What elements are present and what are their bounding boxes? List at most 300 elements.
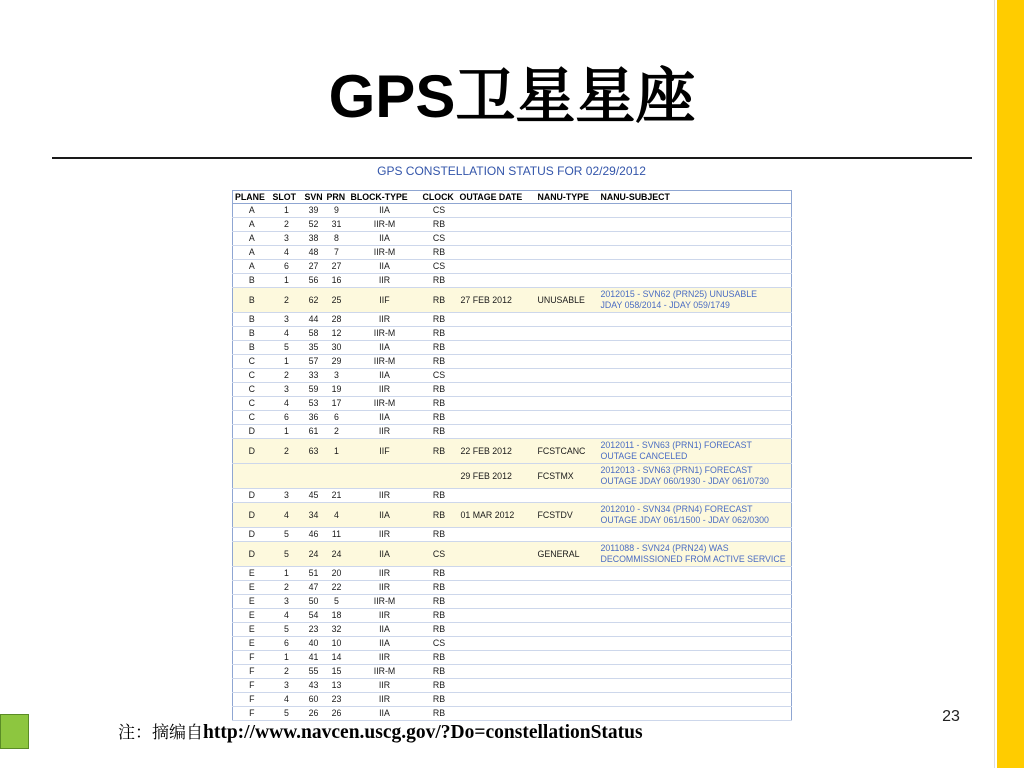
cell-plane: E bbox=[233, 609, 271, 623]
cell-plane: D bbox=[233, 489, 271, 503]
cell-block-type: IIA bbox=[349, 204, 421, 218]
cell-outage-date bbox=[458, 707, 536, 721]
table-row bbox=[233, 411, 792, 425]
cell-clock: RB bbox=[421, 693, 458, 707]
cell-clock: CS bbox=[421, 260, 458, 274]
cell-outage-date bbox=[458, 542, 536, 567]
cell-prn: 1 bbox=[325, 439, 349, 464]
cell-nanu-subject bbox=[599, 355, 792, 369]
cell-svn: 63 bbox=[303, 439, 325, 464]
cell-nanu-type: FCSTMX bbox=[536, 464, 599, 489]
cell-prn: 10 bbox=[325, 637, 349, 651]
cell-nanu-type bbox=[536, 679, 599, 693]
cell-outage-date bbox=[458, 313, 536, 327]
cell-prn: 15 bbox=[325, 665, 349, 679]
column-header-prn: PRN bbox=[325, 191, 349, 204]
cell-block-type: IIR bbox=[349, 693, 421, 707]
cell-svn: 41 bbox=[303, 651, 325, 665]
table-row bbox=[233, 595, 792, 609]
cell-nanu-subject bbox=[599, 637, 792, 651]
cell-outage-date bbox=[458, 693, 536, 707]
cell-nanu-subject bbox=[599, 246, 792, 260]
cell-outage-date bbox=[458, 341, 536, 355]
cell-nanu-type bbox=[536, 232, 599, 246]
cell-svn: 33 bbox=[303, 369, 325, 383]
page-number: 23 bbox=[942, 708, 960, 725]
cell-svn: 35 bbox=[303, 341, 325, 355]
cell-block-type: IIR-M bbox=[349, 595, 421, 609]
cell-outage-date: 22 FEB 2012 bbox=[458, 439, 536, 464]
cell-slot: 2 bbox=[271, 665, 303, 679]
cell-svn: 47 bbox=[303, 581, 325, 595]
table-row bbox=[233, 313, 792, 327]
cell-nanu-subject bbox=[599, 313, 792, 327]
cell-clock: RB bbox=[421, 218, 458, 232]
cell-slot: 3 bbox=[271, 383, 303, 397]
cell-outage-date bbox=[458, 383, 536, 397]
cell-outage-date bbox=[458, 609, 536, 623]
cell-prn: 20 bbox=[325, 567, 349, 581]
cell-block-type: IIA bbox=[349, 542, 421, 567]
cell-prn: 6 bbox=[325, 411, 349, 425]
cell-prn: 4 bbox=[325, 503, 349, 528]
cell-plane: F bbox=[233, 651, 271, 665]
cell-prn bbox=[325, 464, 349, 489]
cell-svn: 44 bbox=[303, 313, 325, 327]
cell-nanu-subject: 2012015 - SVN62 (PRN25) UNUSABLE JDAY 058/2014 - JDAY 059/1749 bbox=[599, 288, 792, 313]
cell-block-type: IIR-M bbox=[349, 397, 421, 411]
cell-outage-date bbox=[458, 397, 536, 411]
table-row bbox=[233, 665, 792, 679]
cell-plane: E bbox=[233, 567, 271, 581]
cell-svn: 51 bbox=[303, 567, 325, 581]
cell-nanu-subject bbox=[599, 274, 792, 288]
cell-prn: 22 bbox=[325, 581, 349, 595]
table-row bbox=[233, 397, 792, 411]
cell-plane: B bbox=[233, 341, 271, 355]
cell-outage-date bbox=[458, 260, 536, 274]
cell-svn: 23 bbox=[303, 623, 325, 637]
cell-plane: E bbox=[233, 637, 271, 651]
cell-slot: 1 bbox=[271, 274, 303, 288]
cell-slot: 3 bbox=[271, 232, 303, 246]
cell-svn: 48 bbox=[303, 246, 325, 260]
cell-clock: RB bbox=[421, 528, 458, 542]
column-header-nanu-subject: NANU-SUBJECT bbox=[599, 191, 792, 204]
cell-outage-date bbox=[458, 528, 536, 542]
cell-outage-date bbox=[458, 679, 536, 693]
cell-nanu-subject bbox=[599, 218, 792, 232]
cell-svn: 57 bbox=[303, 355, 325, 369]
cell-outage-date bbox=[458, 651, 536, 665]
cell-nanu-type bbox=[536, 425, 599, 439]
cell-prn: 9 bbox=[325, 204, 349, 218]
cell-nanu-subject bbox=[599, 425, 792, 439]
title-divider bbox=[52, 157, 972, 159]
cell-nanu-type bbox=[536, 274, 599, 288]
cell-clock: CS bbox=[421, 232, 458, 246]
cell-block-type: IIR bbox=[349, 383, 421, 397]
cell-nanu-subject bbox=[599, 369, 792, 383]
accent-bar-edge bbox=[994, 0, 995, 768]
cell-outage-date: 01 MAR 2012 bbox=[458, 503, 536, 528]
cell-nanu-type bbox=[536, 581, 599, 595]
cell-clock: RB bbox=[421, 411, 458, 425]
cell-slot: 6 bbox=[271, 260, 303, 274]
cell-nanu-subject bbox=[599, 567, 792, 581]
cell-svn: 52 bbox=[303, 218, 325, 232]
cell-slot: 2 bbox=[271, 288, 303, 313]
source-footnote bbox=[118, 721, 643, 745]
footnote-url: http://www.navcen.uscg.gov/?Do=constellationStatus bbox=[203, 722, 643, 743]
cell-svn: 50 bbox=[303, 595, 325, 609]
cell-clock: CS bbox=[421, 542, 458, 567]
cell-outage-date bbox=[458, 567, 536, 581]
cell-clock: RB bbox=[421, 707, 458, 721]
table-row bbox=[233, 341, 792, 355]
cell-nanu-type bbox=[536, 383, 599, 397]
cell-svn: 58 bbox=[303, 327, 325, 341]
cell-svn: 62 bbox=[303, 288, 325, 313]
cell-block-type: IIR-M bbox=[349, 246, 421, 260]
cell-prn: 21 bbox=[325, 489, 349, 503]
table-row bbox=[233, 609, 792, 623]
cell-nanu-type bbox=[536, 355, 599, 369]
cell-nanu-type bbox=[536, 204, 599, 218]
cell-block-type bbox=[349, 464, 421, 489]
cell-block-type: IIA bbox=[349, 341, 421, 355]
cell-slot: 3 bbox=[271, 313, 303, 327]
cell-clock: RB bbox=[421, 581, 458, 595]
cell-outage-date bbox=[458, 327, 536, 341]
cell-block-type: IIA bbox=[349, 503, 421, 528]
cell-nanu-type bbox=[536, 567, 599, 581]
table-row bbox=[233, 288, 792, 313]
cell-nanu-subject bbox=[599, 383, 792, 397]
cell-slot: 2 bbox=[271, 218, 303, 232]
cell-slot: 3 bbox=[271, 489, 303, 503]
table-row bbox=[233, 567, 792, 581]
header-row bbox=[233, 191, 792, 204]
cell-clock: CS bbox=[421, 204, 458, 218]
table-row bbox=[233, 489, 792, 503]
cell-svn: 61 bbox=[303, 425, 325, 439]
cell-plane: A bbox=[233, 232, 271, 246]
cell-svn: 27 bbox=[303, 260, 325, 274]
cell-svn: 36 bbox=[303, 411, 325, 425]
cell-block-type: IIA bbox=[349, 232, 421, 246]
cell-block-type: IIR bbox=[349, 313, 421, 327]
cell-prn: 7 bbox=[325, 246, 349, 260]
table-row bbox=[233, 637, 792, 651]
cell-prn: 24 bbox=[325, 542, 349, 567]
cell-clock: RB bbox=[421, 609, 458, 623]
cell-nanu-type bbox=[536, 693, 599, 707]
cell-nanu-type bbox=[536, 623, 599, 637]
cell-slot: 2 bbox=[271, 581, 303, 595]
cell-nanu-subject: 2012013 - SVN63 (PRN1) FORECAST OUTAGE JDAY 060/1930 - JDAY 061/0730 bbox=[599, 464, 792, 489]
cell-svn: 40 bbox=[303, 637, 325, 651]
table-row bbox=[233, 369, 792, 383]
cell-svn: 54 bbox=[303, 609, 325, 623]
cell-plane: C bbox=[233, 369, 271, 383]
cell-outage-date: 29 FEB 2012 bbox=[458, 464, 536, 489]
table-row bbox=[233, 464, 792, 489]
table-row bbox=[233, 218, 792, 232]
cell-nanu-type: UNUSABLE bbox=[536, 288, 599, 313]
cell-clock: RB bbox=[421, 327, 458, 341]
cell-slot: 1 bbox=[271, 567, 303, 581]
column-header-slot: SLOT bbox=[271, 191, 303, 204]
cell-nanu-type bbox=[536, 246, 599, 260]
cell-clock: RB bbox=[421, 425, 458, 439]
cell-nanu-type bbox=[536, 595, 599, 609]
cell-slot: 6 bbox=[271, 411, 303, 425]
cell-plane: D bbox=[233, 528, 271, 542]
column-header-nanu-type: NANU-TYPE bbox=[536, 191, 599, 204]
cell-slot: 5 bbox=[271, 341, 303, 355]
cell-outage-date bbox=[458, 637, 536, 651]
cell-block-type: IIF bbox=[349, 288, 421, 313]
cell-nanu-subject bbox=[599, 581, 792, 595]
cell-clock: RB bbox=[421, 383, 458, 397]
table-row bbox=[233, 355, 792, 369]
cell-nanu-type bbox=[536, 609, 599, 623]
cell-nanu-subject bbox=[599, 341, 792, 355]
table-header bbox=[233, 191, 792, 204]
cell-prn: 3 bbox=[325, 369, 349, 383]
cell-prn: 23 bbox=[325, 693, 349, 707]
cell-nanu-type bbox=[536, 369, 599, 383]
table-row bbox=[233, 693, 792, 707]
footnote-prefix: 注：摘编自 bbox=[118, 723, 203, 743]
cell-clock: CS bbox=[421, 637, 458, 651]
cell-nanu-type bbox=[536, 313, 599, 327]
cell-nanu-subject bbox=[599, 595, 792, 609]
cell-nanu-subject bbox=[599, 489, 792, 503]
cell-nanu-subject bbox=[599, 707, 792, 721]
cell-slot: 5 bbox=[271, 623, 303, 637]
cell-block-type: IIA bbox=[349, 623, 421, 637]
cell-block-type: IIR bbox=[349, 528, 421, 542]
cell-outage-date bbox=[458, 425, 536, 439]
cell-plane: F bbox=[233, 707, 271, 721]
cell-prn: 2 bbox=[325, 425, 349, 439]
cell-plane: C bbox=[233, 383, 271, 397]
table-row bbox=[233, 679, 792, 693]
cell-svn: 26 bbox=[303, 707, 325, 721]
table-row bbox=[233, 246, 792, 260]
cell-svn: 59 bbox=[303, 383, 325, 397]
cell-outage-date bbox=[458, 274, 536, 288]
cell-clock: RB bbox=[421, 595, 458, 609]
cell-svn: 45 bbox=[303, 489, 325, 503]
cell-nanu-type bbox=[536, 411, 599, 425]
cell-block-type: IIR bbox=[349, 679, 421, 693]
cell-nanu-type bbox=[536, 489, 599, 503]
cell-slot: 3 bbox=[271, 679, 303, 693]
cell-prn: 18 bbox=[325, 609, 349, 623]
cell-block-type: IIR bbox=[349, 425, 421, 439]
cell-clock: RB bbox=[421, 567, 458, 581]
cell-prn: 30 bbox=[325, 341, 349, 355]
table-row bbox=[233, 425, 792, 439]
cell-outage-date bbox=[458, 369, 536, 383]
cell-block-type: IIR-M bbox=[349, 218, 421, 232]
cell-nanu-type bbox=[536, 528, 599, 542]
cell-nanu-type bbox=[536, 637, 599, 651]
cell-prn: 26 bbox=[325, 707, 349, 721]
cell-plane: C bbox=[233, 411, 271, 425]
cell-plane: B bbox=[233, 313, 271, 327]
cell-svn: 38 bbox=[303, 232, 325, 246]
cell-clock: RB bbox=[421, 288, 458, 313]
cell-prn: 29 bbox=[325, 355, 349, 369]
cell-slot: 1 bbox=[271, 425, 303, 439]
cell-outage-date bbox=[458, 355, 536, 369]
cell-plane: F bbox=[233, 679, 271, 693]
cell-nanu-subject bbox=[599, 327, 792, 341]
cell-nanu-type bbox=[536, 260, 599, 274]
table-row bbox=[233, 260, 792, 274]
cell-slot: 4 bbox=[271, 397, 303, 411]
cell-block-type: IIR bbox=[349, 567, 421, 581]
cell-nanu-type bbox=[536, 341, 599, 355]
cell-plane: C bbox=[233, 397, 271, 411]
slide-marker-square bbox=[0, 714, 29, 749]
cell-nanu-subject bbox=[599, 623, 792, 637]
cell-plane: D bbox=[233, 425, 271, 439]
cell-svn: 46 bbox=[303, 528, 325, 542]
cell-nanu-subject bbox=[599, 411, 792, 425]
cell-clock: RB bbox=[421, 355, 458, 369]
cell-plane: B bbox=[233, 274, 271, 288]
cell-outage-date bbox=[458, 623, 536, 637]
cell-block-type: IIR bbox=[349, 274, 421, 288]
table-row bbox=[233, 623, 792, 637]
cell-slot: 2 bbox=[271, 439, 303, 464]
cell-outage-date: 27 FEB 2012 bbox=[458, 288, 536, 313]
cell-prn: 12 bbox=[325, 327, 349, 341]
cell-plane: E bbox=[233, 581, 271, 595]
cell-plane: A bbox=[233, 260, 271, 274]
column-header-clock: CLOCK bbox=[421, 191, 458, 204]
cell-prn: 11 bbox=[325, 528, 349, 542]
cell-slot: 1 bbox=[271, 204, 303, 218]
cell-nanu-type bbox=[536, 651, 599, 665]
cell-outage-date bbox=[458, 581, 536, 595]
cell-nanu-subject bbox=[599, 693, 792, 707]
cell-clock: RB bbox=[421, 503, 458, 528]
cell-slot: 4 bbox=[271, 503, 303, 528]
cell-block-type: IIR bbox=[349, 581, 421, 595]
cell-prn: 13 bbox=[325, 679, 349, 693]
table-row bbox=[233, 542, 792, 567]
table-row bbox=[233, 707, 792, 721]
cell-clock: RB bbox=[421, 341, 458, 355]
cell-slot: 4 bbox=[271, 327, 303, 341]
table-row bbox=[233, 581, 792, 595]
cell-prn: 5 bbox=[325, 595, 349, 609]
cell-plane: D bbox=[233, 542, 271, 567]
cell-clock: RB bbox=[421, 274, 458, 288]
cell-nanu-type: GENERAL bbox=[536, 542, 599, 567]
table-row bbox=[233, 503, 792, 528]
cell-block-type: IIF bbox=[349, 439, 421, 464]
table-row bbox=[233, 204, 792, 218]
cell-block-type: IIR-M bbox=[349, 665, 421, 679]
cell-outage-date bbox=[458, 232, 536, 246]
cell-plane: F bbox=[233, 665, 271, 679]
cell-block-type: IIR bbox=[349, 609, 421, 623]
cell-clock: RB bbox=[421, 439, 458, 464]
cell-nanu-subject bbox=[599, 665, 792, 679]
cell-plane: D bbox=[233, 439, 271, 464]
cell-svn: 53 bbox=[303, 397, 325, 411]
cell-svn: 24 bbox=[303, 542, 325, 567]
cell-slot: 5 bbox=[271, 707, 303, 721]
cell-nanu-type: FCSTDV bbox=[536, 503, 599, 528]
cell-clock: RB bbox=[421, 313, 458, 327]
cell-nanu-type bbox=[536, 665, 599, 679]
cell-block-type: IIA bbox=[349, 637, 421, 651]
cell-svn: 60 bbox=[303, 693, 325, 707]
cell-clock: RB bbox=[421, 665, 458, 679]
cell-clock: CS bbox=[421, 369, 458, 383]
cell-slot: 5 bbox=[271, 528, 303, 542]
cell-nanu-subject bbox=[599, 232, 792, 246]
cell-clock: RB bbox=[421, 679, 458, 693]
cell-slot: 1 bbox=[271, 651, 303, 665]
cell-nanu-subject bbox=[599, 609, 792, 623]
cell-block-type: IIR-M bbox=[349, 355, 421, 369]
cell-nanu-type bbox=[536, 218, 599, 232]
cell-svn: 56 bbox=[303, 274, 325, 288]
table-caption: GPS CONSTELLATION STATUS FOR 02/29/2012 bbox=[377, 164, 646, 178]
table-row bbox=[233, 232, 792, 246]
cell-svn: 39 bbox=[303, 204, 325, 218]
column-header-block-type: BLOCK-TYPE bbox=[349, 191, 421, 204]
cell-clock: RB bbox=[421, 489, 458, 503]
cell-slot: 4 bbox=[271, 246, 303, 260]
cell-block-type: IIR-M bbox=[349, 327, 421, 341]
cell-block-type: IIR bbox=[349, 651, 421, 665]
cell-prn: 27 bbox=[325, 260, 349, 274]
cell-outage-date bbox=[458, 665, 536, 679]
cell-plane: A bbox=[233, 218, 271, 232]
cell-plane: A bbox=[233, 246, 271, 260]
column-header-plane: PLANE bbox=[233, 191, 271, 204]
cell-plane bbox=[233, 464, 271, 489]
cell-block-type: IIA bbox=[349, 260, 421, 274]
cell-nanu-subject bbox=[599, 528, 792, 542]
cell-plane: C bbox=[233, 355, 271, 369]
cell-nanu-type: FCSTCANC bbox=[536, 439, 599, 464]
table-row bbox=[233, 327, 792, 341]
slide-title: GPS卫星星座 bbox=[328, 63, 696, 130]
cell-nanu-subject bbox=[599, 260, 792, 274]
cell-plane: B bbox=[233, 288, 271, 313]
cell-nanu-subject bbox=[599, 397, 792, 411]
table-body bbox=[233, 204, 792, 721]
cell-slot: 2 bbox=[271, 369, 303, 383]
cell-svn bbox=[303, 464, 325, 489]
cell-nanu-type bbox=[536, 327, 599, 341]
cell-svn: 55 bbox=[303, 665, 325, 679]
accent-bar bbox=[997, 0, 1024, 768]
cell-prn: 8 bbox=[325, 232, 349, 246]
cell-prn: 28 bbox=[325, 313, 349, 327]
